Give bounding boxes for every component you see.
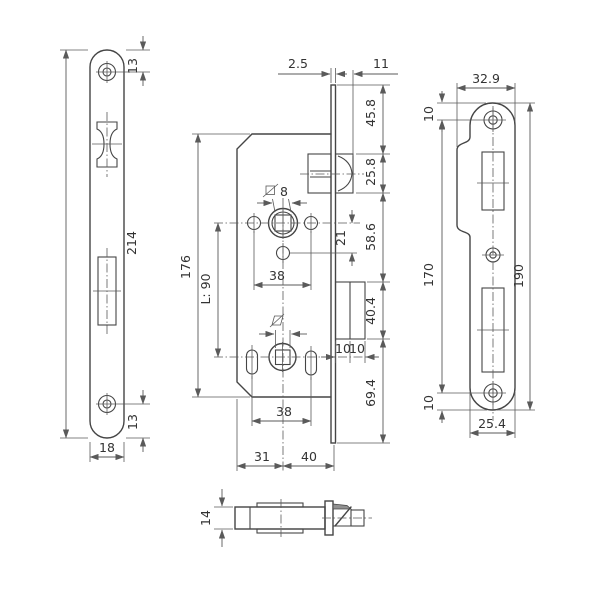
dim-bolt-step1: 10 <box>335 341 351 356</box>
dim-latch-height: 25.8 <box>363 158 378 186</box>
dim-top-to-latch: 45.8 <box>363 99 378 127</box>
square-section-symbol <box>263 184 278 197</box>
strike-plate-view <box>421 71 535 438</box>
dim-screw-span-top: 38 <box>269 268 285 283</box>
dim-bolt-height: 40.4 <box>363 297 378 325</box>
dim-faceplate-hole-bottom: 13 <box>125 414 140 430</box>
dim-faceplate-hole-top: 13 <box>125 58 140 74</box>
dim-follower-offset: 21 <box>333 230 348 246</box>
dim-strike-hole-top: 10 <box>421 106 436 122</box>
dim-strike-width-overall: 32.9 <box>472 71 500 86</box>
dim-strike-height: 190 <box>511 264 526 288</box>
lock-body-view <box>178 56 398 471</box>
dim-strike-hole-bottom: 10 <box>421 395 436 411</box>
square-section-symbol-lower <box>270 314 284 327</box>
case-top-outline <box>235 507 325 529</box>
dim-centre-distance: L: 90 <box>198 273 213 305</box>
dim-faceplate-thickness: 2.5 <box>288 56 308 71</box>
faceplate-edge <box>331 85 336 443</box>
dim-strike-hole-centres: 170 <box>421 263 436 287</box>
lock-top-view <box>198 489 372 547</box>
dim-latch-to-bolt: 58.6 <box>363 223 378 251</box>
latch-bevel-face <box>333 504 351 509</box>
dim-bolt-step2: 10 <box>349 341 365 356</box>
dim-screw-span-bottom: 38 <box>276 404 292 419</box>
dim-faceplate-height: 214 <box>124 231 139 255</box>
dim-backset-left: 31 <box>254 449 270 464</box>
dim-latch-protrusion: 11 <box>373 56 389 71</box>
faceplate-outline <box>90 50 124 438</box>
dim-backset-right: 40 <box>301 449 317 464</box>
dim-bolt-to-bottom: 69.4 <box>363 379 378 407</box>
dim-case-thickness: 14 <box>198 510 213 526</box>
latch-tail <box>308 154 331 193</box>
dim-square-size: 8 <box>280 184 288 199</box>
dim-case-height: 176 <box>178 255 193 279</box>
dim-faceplate-width: 18 <box>99 440 115 455</box>
dim-strike-plate-width: 25.4 <box>478 416 506 431</box>
faceplate-front-view <box>60 36 150 462</box>
